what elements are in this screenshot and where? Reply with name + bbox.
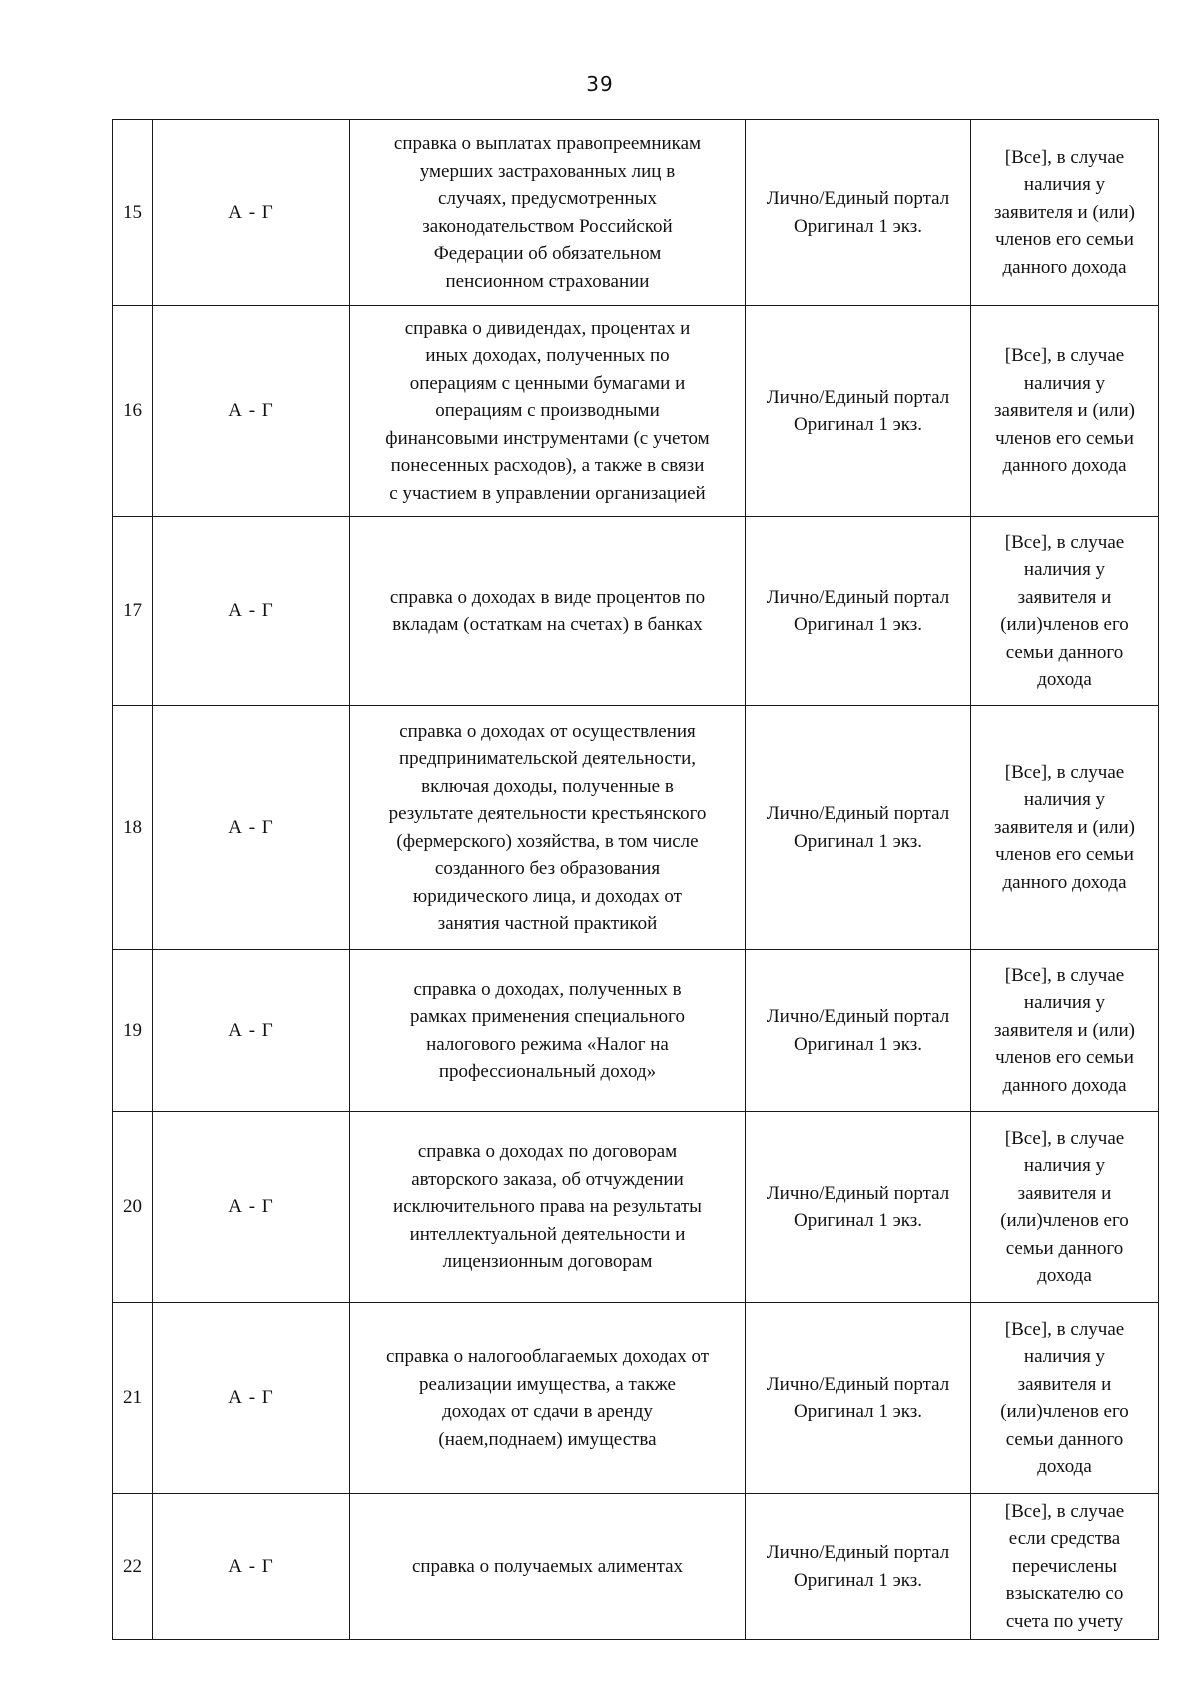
row-number: 16 bbox=[113, 306, 153, 517]
submission-method: Лично/Единый портал Оригинал 1 экз. bbox=[746, 306, 971, 517]
submission-condition: [Все], в случае наличия у заявителя и (или) членов его семьи данного дохода bbox=[971, 306, 1159, 517]
submission-method: Лично/Единый портал Оригинал 1 экз. bbox=[746, 950, 971, 1112]
submission-condition: [Все], в случае наличия у заявителя и (или)членов его семьи данного дохода bbox=[971, 517, 1159, 706]
document-name: справка о налогооблагаемых доходах от реализации имущества, а также доходах от сдачи в аренду (наем,поднаем) имущества bbox=[350, 1303, 746, 1494]
row-number: 20 bbox=[113, 1112, 153, 1303]
submission-condition: [Все], в случае если средства перечислены взыскателю со счета по учету bbox=[971, 1494, 1159, 1640]
applicant-category: А - Г bbox=[153, 1303, 350, 1494]
document-name: справка о доходах в виде процентов по вкладам (остаткам на счетах) в банках bbox=[350, 517, 746, 706]
submission-method: Лично/Единый портал Оригинал 1 экз. bbox=[746, 1494, 971, 1640]
table-row bbox=[113, 306, 1159, 517]
applicant-category: А - Г bbox=[153, 1112, 350, 1303]
submission-condition: [Все], в случае наличия у заявителя и (или)членов его семьи данного дохода bbox=[971, 1303, 1159, 1494]
submission-condition: [Все], в случае наличия у заявителя и (или) членов его семьи данного дохода bbox=[971, 120, 1159, 306]
submission-method: Лично/Единый портал Оригинал 1 экз. bbox=[746, 1112, 971, 1303]
table-row bbox=[113, 120, 1159, 306]
document-name: справка о доходах от осуществления предпринимательской деятельности, включая доходы, полученные в результате деятельности крестьянского (фермерского) хозяйства, в том числе созданного без образования юридического лица, и доходах от занятия частной практикой bbox=[350, 706, 746, 950]
applicant-category: А - Г bbox=[153, 306, 350, 517]
submission-condition: [Все], в случае наличия у заявителя и (или)членов его семьи данного дохода bbox=[971, 1112, 1159, 1303]
table-row bbox=[113, 1112, 1159, 1303]
row-number: 19 bbox=[113, 950, 153, 1112]
submission-condition: [Все], в случае наличия у заявителя и (или) членов его семьи данного дохода bbox=[971, 950, 1159, 1112]
document-name: справка о доходах по договорам авторского заказа, об отчуждении исключительного права на результаты интеллектуальной деятельности и лицензионным договорам bbox=[350, 1112, 746, 1303]
table-row bbox=[113, 706, 1159, 950]
submission-method: Лично/Единый портал Оригинал 1 экз. bbox=[746, 517, 971, 706]
document-name: справка о выплатах правопреемникам умерших застрахованных лиц в случаях, предусмотренных законодательством Российской Федерации об обязательном пенсионном страховании bbox=[350, 120, 746, 306]
document-name: справка о получаемых алиментах bbox=[350, 1494, 746, 1640]
page-number: 39 bbox=[586, 72, 614, 96]
row-number: 22 bbox=[113, 1494, 153, 1640]
row-number: 17 bbox=[113, 517, 153, 706]
documents-table bbox=[112, 119, 1159, 1640]
table-row bbox=[113, 1303, 1159, 1494]
document-name: справка о дивидендах, процентах и иных доходах, полученных по операциям с ценными бумагами и операциям с производными финансовыми инструментами (с учетом понесенных расходов), а также в связи с участием в управлении организацией bbox=[350, 306, 746, 517]
table-row bbox=[113, 950, 1159, 1112]
applicant-category: А - Г bbox=[153, 706, 350, 950]
submission-condition: [Все], в случае наличия у заявителя и (или) членов его семьи данного дохода bbox=[971, 706, 1159, 950]
applicant-category: А - Г bbox=[153, 950, 350, 1112]
submission-method: Лично/Единый портал Оригинал 1 экз. bbox=[746, 706, 971, 950]
applicant-category: А - Г bbox=[153, 517, 350, 706]
table-row bbox=[113, 1494, 1159, 1640]
table-row bbox=[113, 517, 1159, 706]
submission-method: Лично/Единый портал Оригинал 1 экз. bbox=[746, 120, 971, 306]
applicant-category: А - Г bbox=[153, 120, 350, 306]
document-name: справка о доходах, полученных в рамках применения специального налогового режима «Налог на профессиональный доход» bbox=[350, 950, 746, 1112]
row-number: 18 bbox=[113, 706, 153, 950]
row-number: 15 bbox=[113, 120, 153, 306]
row-number: 21 bbox=[113, 1303, 153, 1494]
submission-method: Лично/Единый портал Оригинал 1 экз. bbox=[746, 1303, 971, 1494]
applicant-category: А - Г bbox=[153, 1494, 350, 1640]
